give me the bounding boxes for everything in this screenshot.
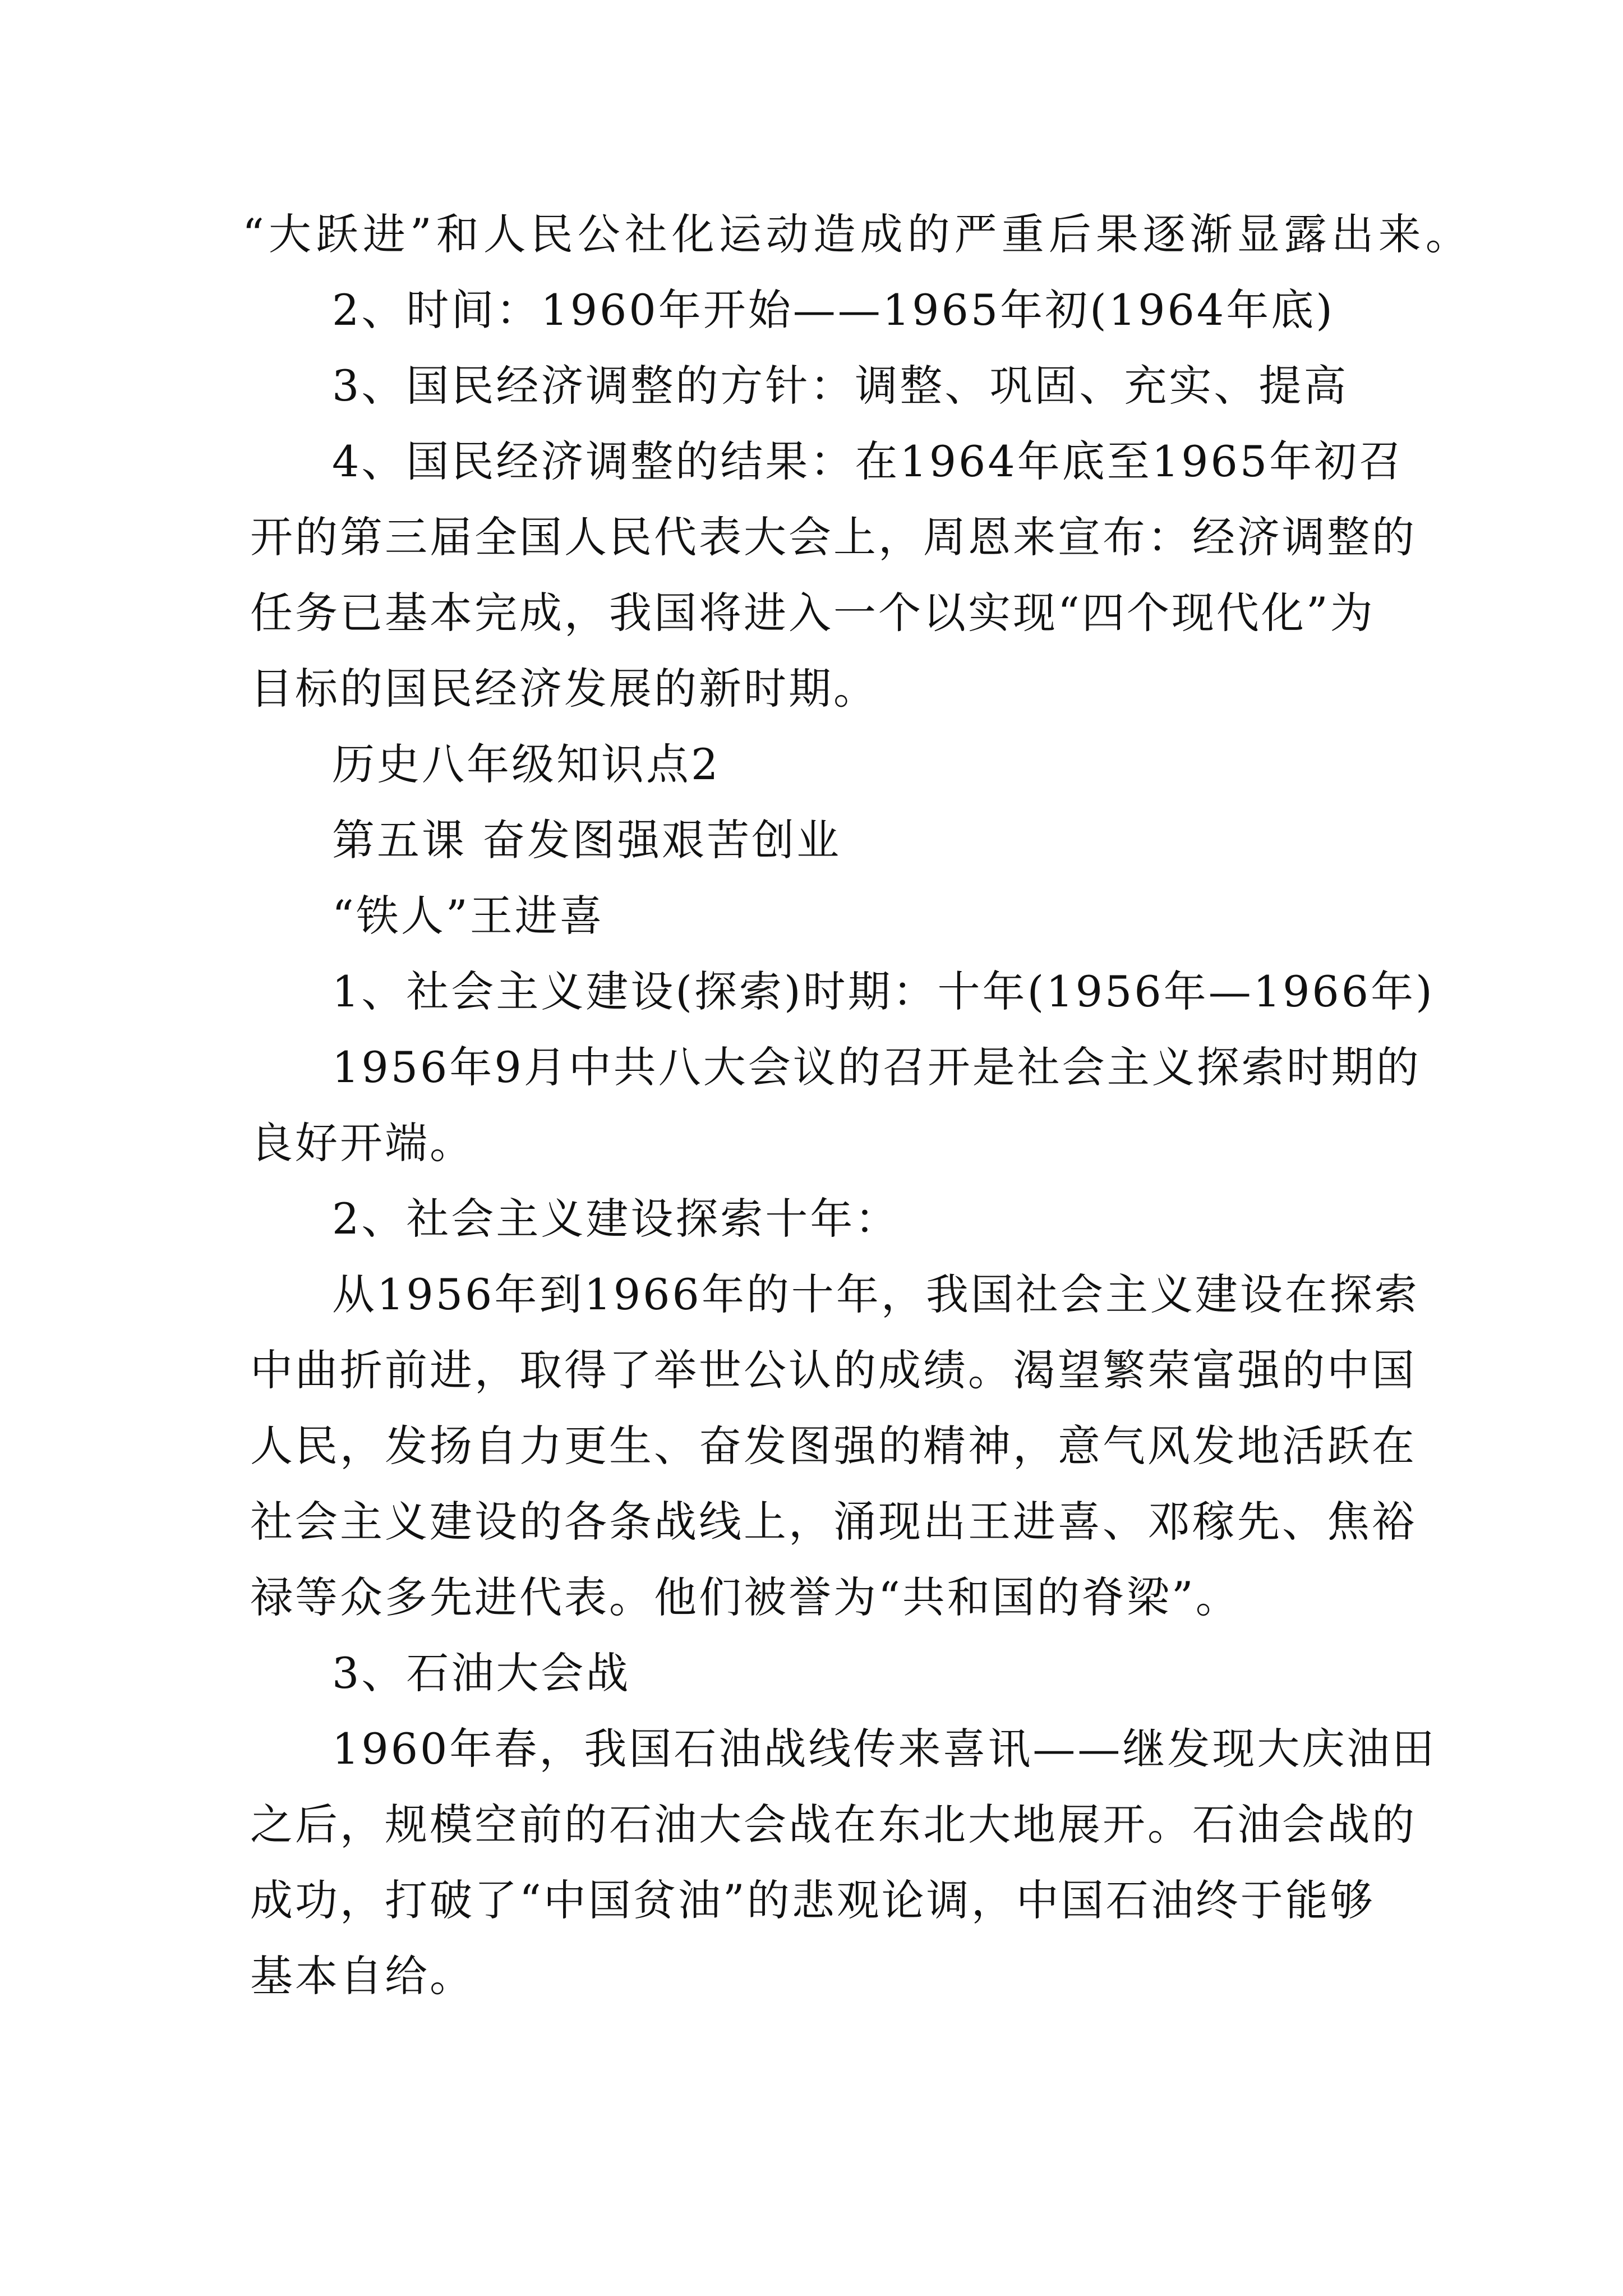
text-line: 目标的国民经济发展的新时期。	[250, 664, 878, 714]
text-line: “大跃进”和人民公社化运动造成的严重后果逐渐显露出来。	[242, 209, 1473, 259]
text-line: 禄等众多先进代表。他们被誉为“共和国的脊梁”。	[250, 1572, 1241, 1622]
section-heading: 历史八年级知识点2	[332, 739, 721, 789]
text-line: 基本自给。	[250, 1951, 474, 2001]
text-line: 成功，打破了“中国贫油”的悲观论调，中国石油终于能够	[250, 1875, 1375, 1925]
text-line: 1、社会主义建设(探索)时期：十年(1956年—1966年)	[332, 967, 1435, 1016]
text-line: 2、时间：1960年开始——1965年初(1964年底)	[332, 285, 1335, 335]
subheading: “铁人”王进喜	[332, 891, 605, 941]
text-line: 从1956年到1966年的十年，我国社会主义建设在探索	[332, 1269, 1419, 1319]
text-line: 中曲折前进，取得了举世公认的成绩。渴望繁荣富强的中国	[250, 1345, 1417, 1395]
text-line: 1960年春，我国石油战线传来喜讯——继发现大庆油田	[332, 1724, 1437, 1774]
text-line: 社会主义建设的各条战线上，涌现出王进喜、邓稼先、焦裕	[250, 1497, 1417, 1547]
text-line: 1956年9月中共八大会议的召开是社会主义探索时期的	[332, 1042, 1421, 1092]
text-line: 2、社会主义建设探索十年：	[332, 1194, 900, 1244]
text-line: 良好开端。	[250, 1118, 474, 1168]
lesson-title: 第五课 奋发图强艰苦创业	[332, 815, 842, 865]
text-line: 3、石油大会战	[332, 1648, 631, 1698]
text-line: 任务已基本完成，我国将进入一个以实现“四个现代化”为	[250, 588, 1375, 638]
text-line: 3、国民经济调整的方针：调整、巩固、充实、提高	[332, 361, 1349, 411]
text-line: 人民，发扬自力更生、奋发图强的精神，意气风发地活跃在	[250, 1421, 1417, 1471]
text-line: 4、国民经济调整的结果：在1964年底至1965年初召	[332, 436, 1404, 486]
text-line: 之后，规模空前的石油大会战在东北大地展开。石油会战的	[250, 1800, 1417, 1849]
text-line: 开的第三届全国人民代表大会上，周恩来宣布：经济调整的	[250, 512, 1417, 562]
